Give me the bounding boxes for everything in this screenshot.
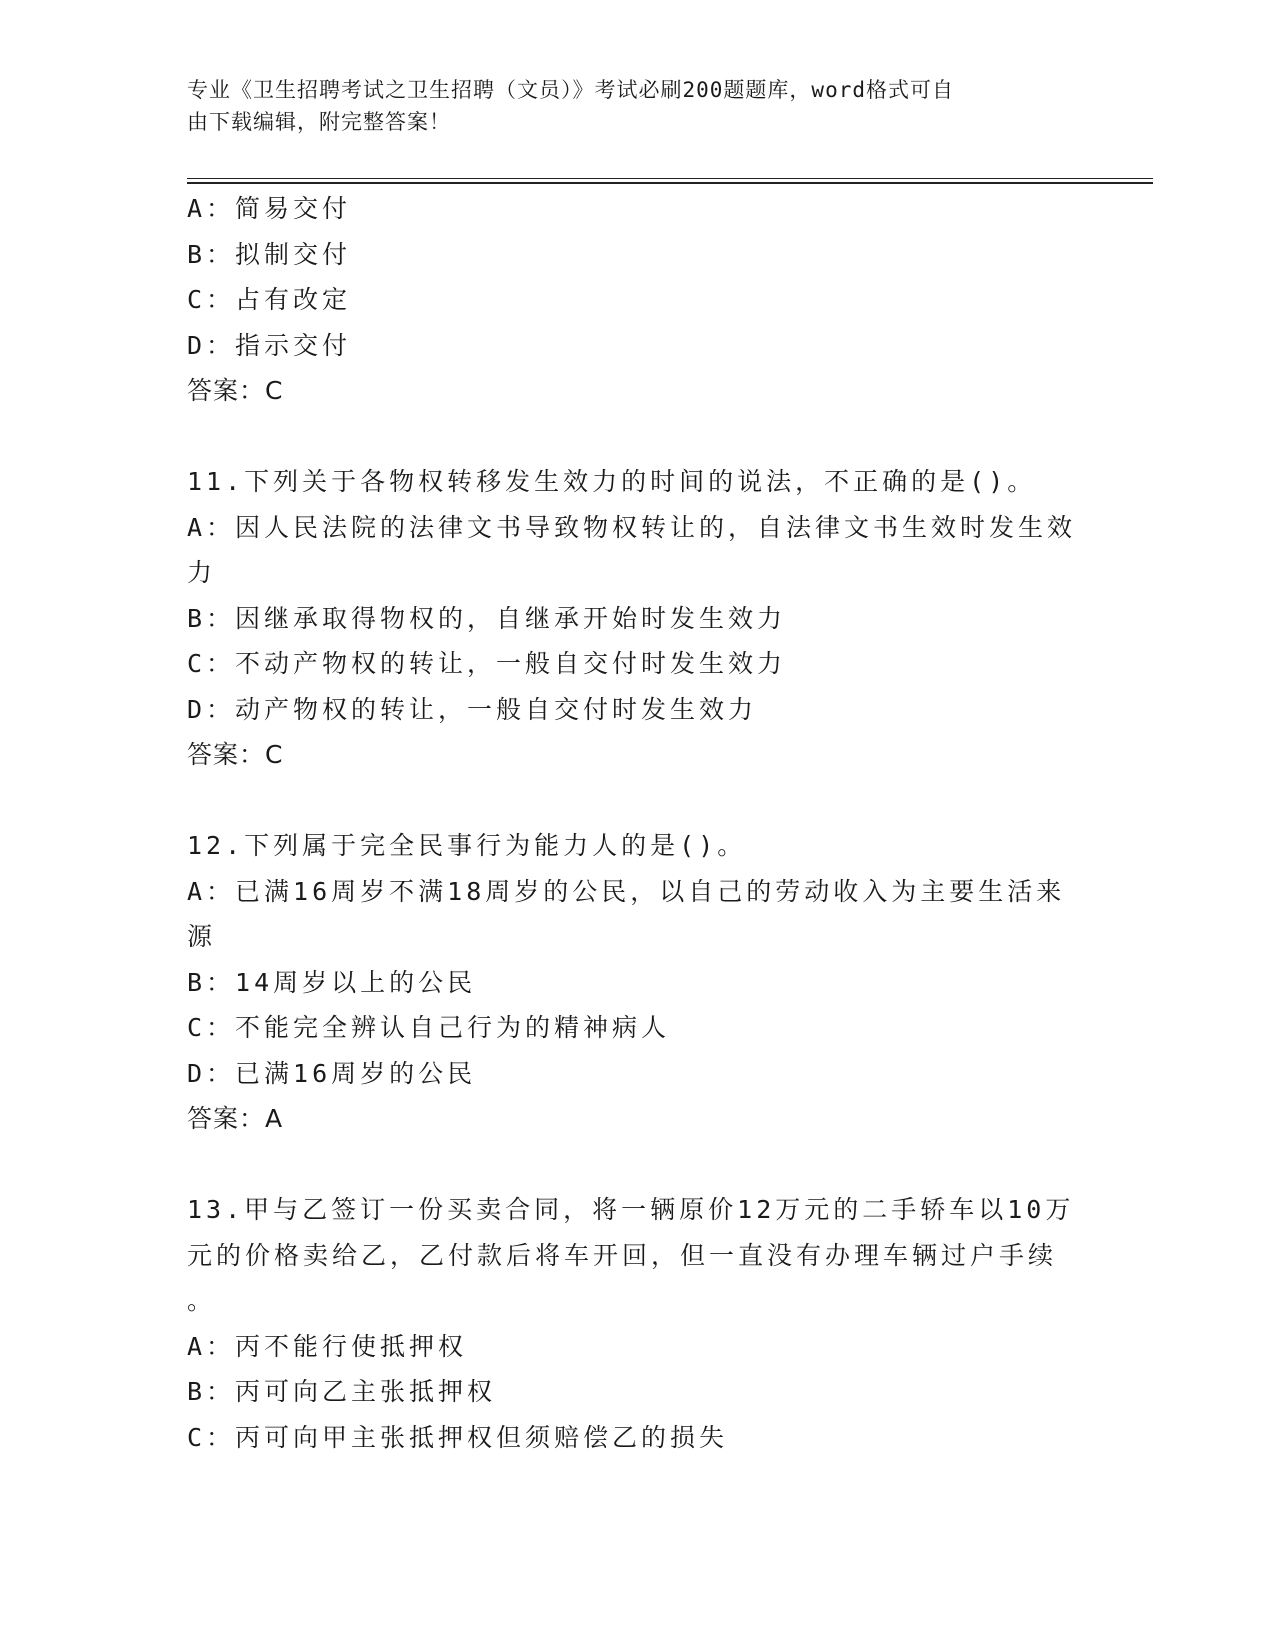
question-stem-end: 。 xyxy=(187,1286,217,1315)
question-11 xyxy=(187,459,1087,778)
option-c: C：不能完全辨认自己行为的精神病人 xyxy=(187,1013,671,1042)
question-13 xyxy=(187,1187,1087,1460)
option-d: D：已满16周岁的公民 xyxy=(187,1058,477,1088)
header-line-2: 由下载编辑，附完整答案！ xyxy=(187,110,451,134)
answer: 答案：C xyxy=(187,740,284,769)
option-a: A：丙不能行使抵押权 xyxy=(187,1331,468,1361)
option-b: B：丙可向乙主张抵押权 xyxy=(187,1377,497,1406)
document-header xyxy=(187,74,1067,138)
previous-question-block xyxy=(187,186,1087,414)
header-line-1: 专业《卫生招聘考试之卫生招聘（文员）》考试必刷200题题库，word格式可自 xyxy=(187,78,954,102)
option-d: D：指示交付 xyxy=(187,330,352,360)
spacer xyxy=(187,1142,1087,1188)
question-stem: 12.下列属于完全民事行为能力人的是()。 xyxy=(187,831,747,860)
option-a-continued: 源 xyxy=(187,922,217,951)
option-b: B：14周岁以上的公民 xyxy=(187,967,477,997)
option-b: B：拟制交付 xyxy=(187,239,352,269)
header-divider-thick xyxy=(187,182,1153,184)
spacer xyxy=(187,778,1087,824)
question-list xyxy=(187,186,1087,1460)
answer: 答案：C xyxy=(187,376,284,405)
option-c: C：丙可向甲主张抵押权但须赔偿乙的损失 xyxy=(187,1422,729,1452)
option-c: C：占有改定 xyxy=(187,285,352,314)
option-b: B：因继承取得物权的，自继承开始时发生效力 xyxy=(187,603,787,633)
option-a: A：已满16周岁不满18周岁的公民，以自己的劳动收入为主要生活来 xyxy=(187,876,1066,906)
answer: 答案：A xyxy=(187,1104,284,1133)
question-12 xyxy=(187,823,1087,1142)
spacer xyxy=(187,414,1087,460)
question-stem-continued: 元的价格卖给乙，乙付款后将车开回，但一直没有办理车辆过户手续 xyxy=(187,1240,1058,1270)
question-stem: 13.甲与乙签订一份买卖合同，将一辆原价12万元的二手轿车以10万 xyxy=(187,1195,1075,1224)
option-a: A：因人民法院的法律文书导致物权转让的，自法律文书生效时发生效 xyxy=(187,512,1077,542)
option-c: C：不动产物权的转让，一般自交付时发生效力 xyxy=(187,649,787,678)
option-d: D：动产物权的转让，一般自交付时发生效力 xyxy=(187,694,758,724)
option-a: A：简易交付 xyxy=(187,194,352,223)
question-stem: 11.下列关于各物权转移发生效力的时间的说法，不正确的是()。 xyxy=(187,467,1037,496)
option-a-continued: 力 xyxy=(187,558,217,587)
header-divider-thin xyxy=(187,178,1153,179)
